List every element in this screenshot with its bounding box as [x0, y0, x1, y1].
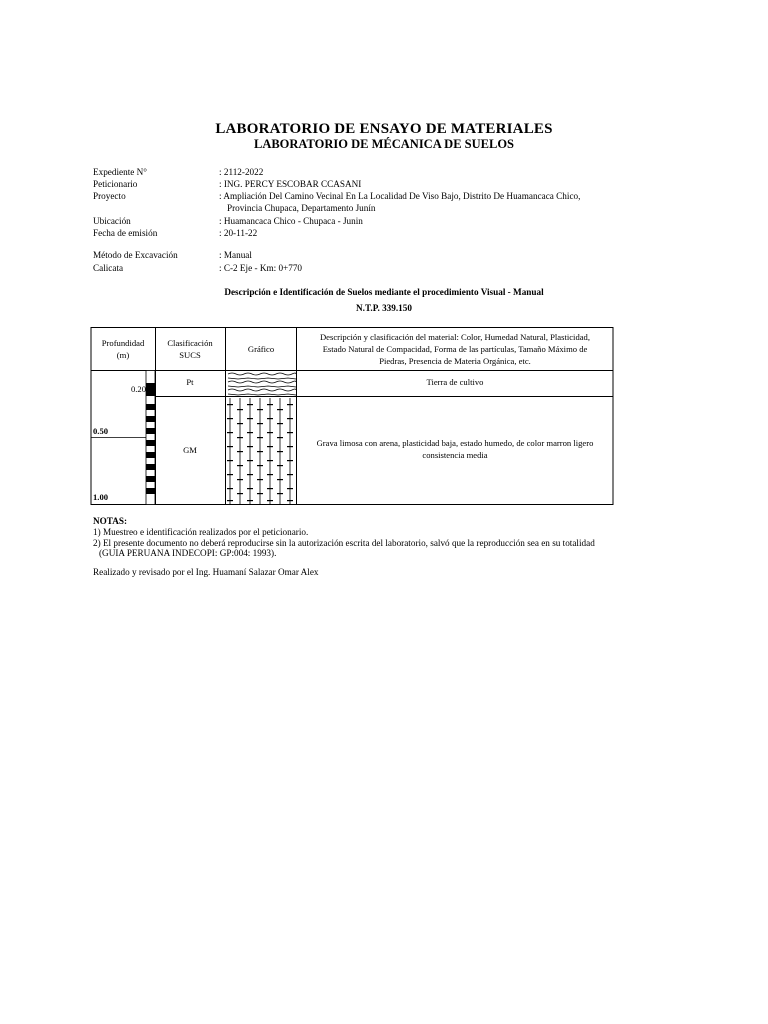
proyecto-value-line2: Provincia Chupaca, Departamento Junín	[227, 203, 376, 213]
notes-title: NOTAS:	[93, 516, 128, 526]
header-clasificacion-line2: SUCS	[179, 350, 201, 360]
header-profundidad-line1: Profundidad	[101, 338, 145, 348]
metodo-label: Método de Excavación	[93, 250, 178, 260]
notes-line1: 1) Muestreo e identificación realizados por el peticionario.	[93, 527, 309, 537]
ubicacion-value: : Huamancaca Chico - Chupaca - Junin	[219, 216, 363, 226]
row-pt-description: Tierra de cultivo	[426, 377, 484, 387]
calicata-value: : C-2 Eje - Km: 0+770	[219, 263, 303, 273]
row-pt-sucs: Pt	[186, 377, 194, 387]
ubicacion-label: Ubicación	[93, 216, 131, 226]
peticionario-label: Peticionario	[93, 179, 138, 189]
header-descripcion	[297, 331, 613, 367]
row-gm-description-line2: consistencia media	[422, 450, 488, 460]
depth-label-050: 0.50	[93, 426, 109, 436]
row-gm-description-line1: Grava limosa con arena, plasticidad baja, estado humedo, de color marron ligero	[316, 438, 594, 448]
header-descripcion-line2: Estado Natural de Compacidad, Forma de las partículas, Tamaño Máximo de	[322, 344, 588, 354]
header-profundidad-line2: (m)	[116, 350, 130, 360]
header-clasificacion-line1: Clasificación	[167, 338, 213, 348]
pt-graphic-hatch	[228, 373, 296, 395]
fecha-label: Fecha de emisión	[93, 228, 158, 238]
section-norm: N.T.P. 339.150	[356, 303, 412, 313]
depth-label-020: 0.20	[130, 384, 146, 394]
depth-scale-bar	[146, 371, 155, 505]
expediente-value: : 2112-2022	[219, 167, 264, 177]
header-descripcion-line3: Piedras, Presencia de Materia Orgánica, etc.	[379, 356, 531, 366]
lab-title: LABORATORIO DE ENSAYO DE MATERIALES	[215, 121, 553, 137]
header-profundidad	[91, 337, 155, 361]
expediente-label: Expediente N°	[93, 167, 147, 177]
header-grafico: Gráfico	[247, 344, 275, 354]
notes-line3: (GUIA PERUANA INDECOPI: GP:004: 1993).	[99, 548, 277, 558]
header-descripcion-line1: Descripción y clasificación del material: Color, Humedad Natural, Plasticidad,	[319, 332, 591, 342]
row-gm-sucs: GM	[183, 445, 197, 455]
section-title: Descripción e Identificación de Suelos mediante el procedimiento Visual - Manual	[224, 287, 544, 297]
row-gm-description	[297, 437, 613, 461]
notes-line2: 2) El presente documento no deberá reproducirse sin la autorización escrita del laboratorio, salvó que la reproducción sea en su totalidad	[93, 538, 595, 548]
signature-line: Realizado y revisado por el Ing. Huamaní Salazar Omar Alex	[93, 567, 319, 577]
proyecto-label: Proyecto	[93, 191, 126, 201]
depth-label-100: 1.00	[93, 492, 109, 502]
proyecto-value-line1: : Ampliación Del Camino Vecinal En La Localidad De Viso Bajo, Distrito De Huamancaca Chico,	[219, 191, 581, 201]
peticionario-value: : ING. PERCY ESCOBAR CCASANI	[219, 179, 362, 189]
header-clasificacion	[155, 337, 225, 361]
metodo-value: : Manual	[219, 250, 252, 260]
fecha-value: : 20-11-22	[219, 228, 258, 238]
calicata-label: Calicata	[93, 263, 124, 273]
lab-subtitle: LABORATORIO DE MÉCANICA DE SUELOS	[253, 137, 514, 151]
